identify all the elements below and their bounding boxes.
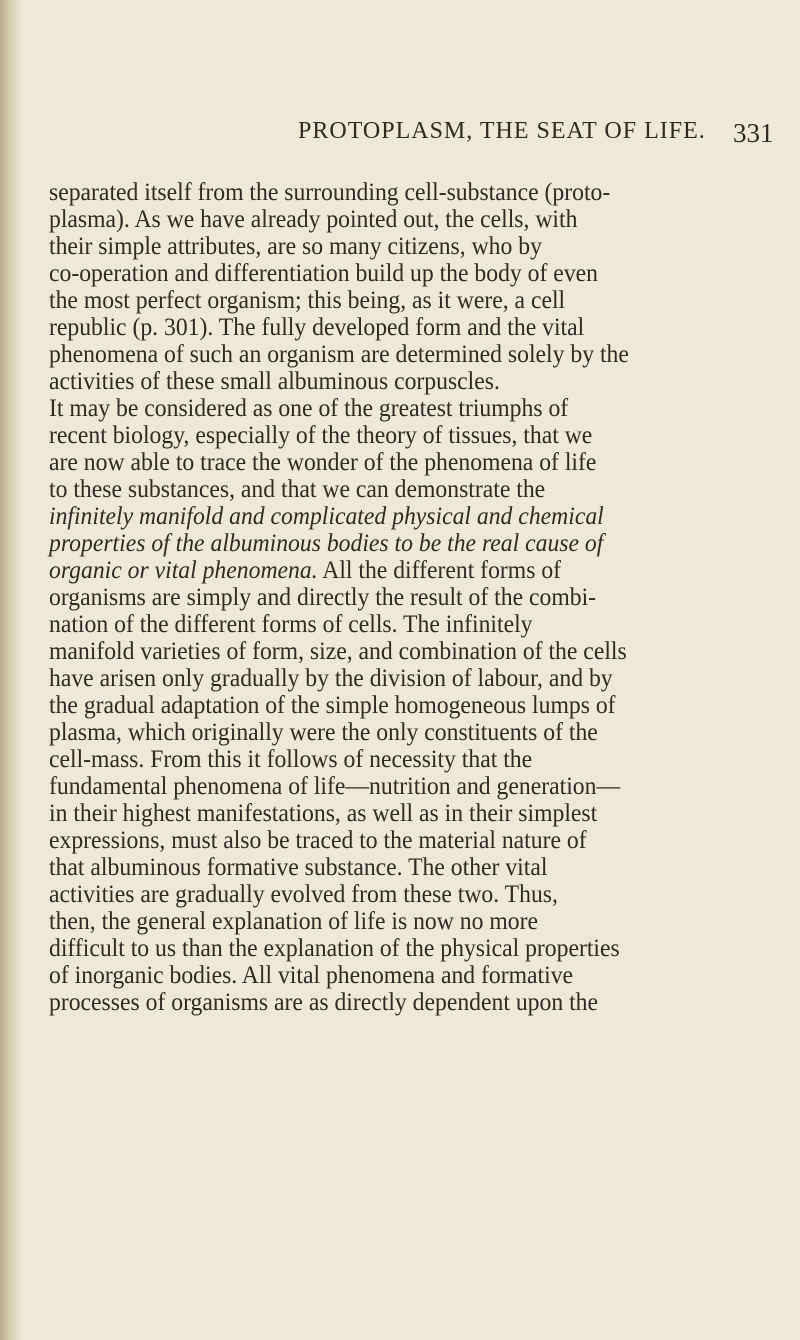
roman-text: in their highest manifestations, as well as in their simplest [49,798,598,827]
italic-text: infinitely manifold and complicated physical and chemical [49,501,604,530]
page-number: 331 [733,118,774,148]
body-text [49,178,800,1015]
text-line [49,475,759,502]
roman-text: activities are gradually evolved from these two. Thus, [49,879,558,908]
text-line [49,637,759,664]
text-line [49,448,759,475]
roman-text: difficult to us than the explanation of the physical properties [49,933,620,962]
roman-text: co-operation and differentiation build up the body of even [49,258,599,287]
text-line [49,178,759,205]
italic-text: properties of the albuminous bodies to be the real cause of [49,528,604,557]
text-line [49,988,759,1015]
text-line [49,718,759,745]
roman-text: nation of the different forms of cells. The infinitely [49,609,533,638]
roman-text: republic (p. 301). The fully developed form and the vital [49,312,585,341]
text-line [49,610,759,637]
roman-text: are now able to trace the wonder of the phenomena of life [49,447,597,476]
roman-text: organisms are simply and directly the result of the combi- [49,582,597,611]
roman-text: the most perfect organism; this being, as it were, a cell [49,285,566,314]
text-line [49,961,759,988]
text-line [49,205,759,232]
roman-text: cell-mass. From this it follows of necessity that the [49,744,533,773]
roman-text: plasma, which originally were the only constituents of the [49,717,598,746]
italic-text: organic or vital phenomena. [49,555,318,584]
roman-text: recent biology, especially of the theory of tissues, that we [49,420,593,449]
roman-text: the gradual adaptation of the simple homogeneous lumps of [49,690,616,719]
roman-text: to these substances, and that we can demonstrate the [49,474,546,503]
roman-text: processes of organisms are as directly dependent upon the [49,987,599,1016]
text-line [49,853,759,880]
text-line [49,340,759,367]
text-line [49,394,759,421]
text-line [49,313,759,340]
roman-text: then, the general explanation of life is now no more [49,906,538,935]
text-line [49,583,759,610]
page-gutter-shadow [0,0,22,1340]
roman-text: plasma). As we have already pointed out, the cells, with [49,204,578,233]
roman-text: their simple attributes, are so many citizens, who by [49,231,542,260]
roman-text: phenomena of such an organism are determined solely by the [49,339,629,368]
text-line [49,421,759,448]
text-line [49,691,759,718]
text-line [49,826,759,853]
text-line [49,286,759,313]
roman-text: expressions, must also be traced to the material nature of [49,825,587,854]
roman-text: All the different forms of [317,555,562,584]
text-line [49,259,759,286]
roman-text: of inorganic bodies. All vital phenomena and formative [49,960,574,989]
text-line [49,529,759,556]
text-line [49,772,759,799]
text-line [49,664,759,691]
roman-text: separated itself from the surrounding cell-substance (proto- [49,177,611,206]
text-line [49,799,759,826]
text-line [49,367,759,394]
text-line [49,907,759,934]
page-header [0,118,800,158]
text-line [49,556,759,583]
roman-text: activities of these small albuminous corpuscles. [49,366,500,395]
text-line [49,934,759,961]
running-head: PROTOPLASM, THE SEAT OF LIFE. [298,118,706,144]
roman-text: It may be considered as one of the greatest triumphs of [49,393,569,422]
roman-text: have arisen only gradually by the division of labour, and by [49,663,613,692]
text-line [49,880,759,907]
text-line [49,745,759,772]
roman-text: fundamental phenomena of life—nutrition and generation— [49,771,621,800]
roman-text: that albuminous formative substance. The other vital [49,852,548,881]
text-line [49,502,759,529]
roman-text: manifold varieties of form, size, and combination of the cells [49,636,627,665]
text-line [49,232,759,259]
